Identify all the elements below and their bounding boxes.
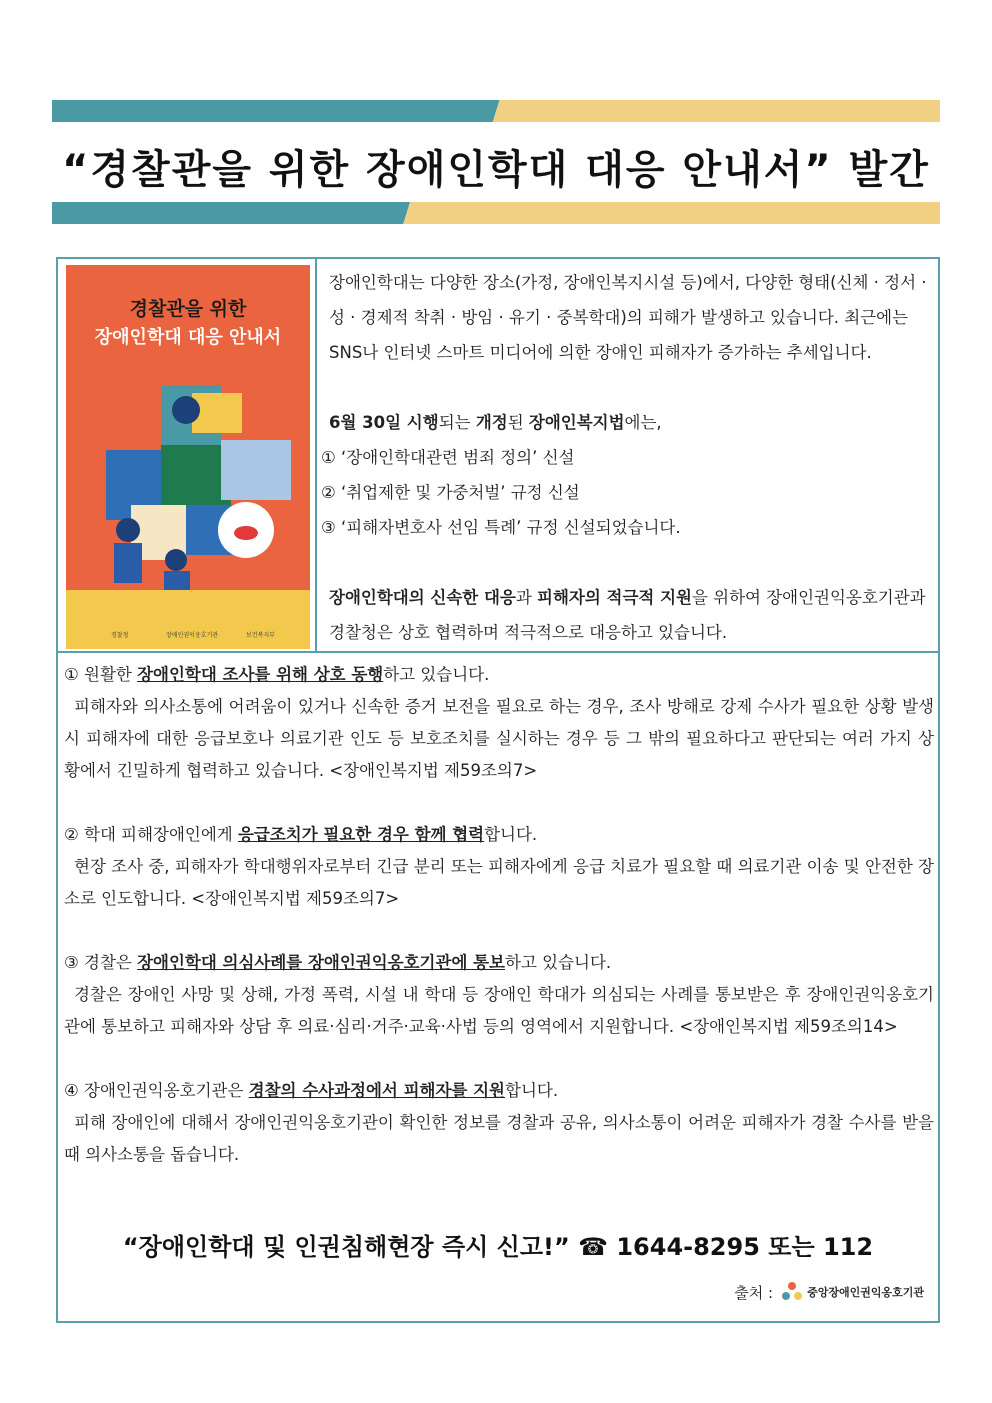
effective-date: 6월 30일 시행 bbox=[329, 413, 439, 432]
heading-emphasis: 장애인학대 조사를 위해 상호 동행 bbox=[137, 665, 384, 684]
content-frame bbox=[56, 257, 940, 1323]
heading-text: ③ 경찰은 bbox=[64, 953, 138, 972]
section-heading bbox=[64, 1075, 934, 1107]
heading-text: 합니다. bbox=[505, 1081, 559, 1100]
intro-text-run: 을 위하여 장애인권익옹호기관과 경찰청은 상호 협력하며 적극적으로 대응하고 있습니다. bbox=[329, 588, 926, 642]
amendment-item-1: ① ‘장애인학대관련 범죄 정의’ 신설 bbox=[321, 448, 575, 467]
source-label: 출처 : bbox=[734, 1283, 774, 1302]
heading-emphasis: 응급조치가 필요한 경우 함께 협력 bbox=[237, 825, 485, 844]
intro-paragraph-1: 장애인학대는 다양한 장소(가정, 장애인복지시설 등)에서, 다양한 형태(신체 · 정서 · 성 · 경제적 착취 · 방임 · 유기 · 중복학대)의 피해가 발생하고 있습니다. 최근에는 SNS나 인터넷 스마트 미디어에 의한 장애인 피해자가 증가하는 추세입니다. bbox=[329, 273, 927, 362]
agency-emblem-icon bbox=[781, 1281, 803, 1303]
heading-emphasis: 장애인학대 의심사례를 장애인권익옹호기관에 통보 bbox=[137, 953, 506, 972]
section-heading bbox=[64, 947, 934, 979]
vertical-divider bbox=[315, 259, 317, 651]
cover-title-line1: 경찰관을 위한 bbox=[129, 298, 247, 320]
heading-emphasis: 경찰의 수사과정에서 피해자를 지원 bbox=[248, 1081, 505, 1100]
cover-logo-police: 경찰청 bbox=[111, 632, 129, 639]
intro-text bbox=[321, 265, 933, 650]
intro-emph-run: 개정 bbox=[475, 413, 508, 432]
intro-emph-run: 장애인학대의 신속한 대응 bbox=[329, 588, 516, 607]
intro-emph-run: 피해자의 적극적 지원 bbox=[537, 588, 692, 607]
source-org: 중앙장애인권익옹호기관 bbox=[807, 1286, 924, 1299]
cover-logo-ministry: 보건복지부 bbox=[246, 632, 275, 639]
section-description: 경찰은 장애인 사망 및 상해, 가정 폭력, 시설 내 학대 등 장애인 학대가 의심되는 사례를 통보받은 후 장애인권익옹호기관에 통보하고 피해자와 상담 후 의료·심리·거주·교육·사법 등의 영역에서 지원합니다. <장애인복지법 제59조의14> bbox=[64, 985, 934, 1036]
intro-paragraph-2 bbox=[321, 405, 933, 440]
cooperation-sections bbox=[64, 659, 934, 1203]
intro-text-run: 에는, bbox=[624, 413, 662, 432]
section-description: 현장 조사 중, 피해자가 학대행위자로부터 긴급 분리 또는 피해자에게 응급 치료가 필요할 때 의료기관 이송 및 안전한 장소로 인도합니다. <장애인복지법 제59조의7> bbox=[64, 857, 934, 908]
heading-text: 합니다. bbox=[484, 825, 538, 844]
cover-logo-agency: 장애인권익옹호기관 bbox=[166, 632, 219, 639]
heading-text: ① 원활한 bbox=[64, 665, 138, 684]
page-title: “경찰관을 위한 장애인학대 대응 안내서” 발간 bbox=[62, 147, 930, 193]
heading-text: ② 학대 피해장애인에게 bbox=[64, 825, 238, 844]
section-heading bbox=[64, 659, 934, 691]
section-1 bbox=[64, 659, 934, 787]
heading-text: ④ 장애인권익옹호기관은 bbox=[64, 1081, 249, 1100]
section-4 bbox=[64, 1075, 934, 1171]
source-logo bbox=[781, 1281, 924, 1303]
intro-text-run: 되는 bbox=[438, 413, 476, 432]
report-hotline: “장애인학대 및 인권침해현장 즉시 신고!” ☎ 1644-8295 또는 112 bbox=[122, 1233, 874, 1261]
section-description: 피해 장애인에 대해서 장애인권익옹호기관이 확인한 정보를 경찰과 공유, 의사소통이 어려운 피해자가 경찰 수사를 받을 때 의사소통을 돕습니다. bbox=[64, 1113, 934, 1164]
section-2 bbox=[64, 819, 934, 915]
header-band-top bbox=[52, 100, 940, 122]
intro-text-run: 과 bbox=[515, 588, 538, 607]
header-band-bottom bbox=[52, 202, 940, 224]
cover-title-line2: 장애인학대 대응 안내서 bbox=[94, 327, 282, 348]
amendment-item-3: ③ ‘피해자변호사 선임 특례’ 규정 신설되었습니다. bbox=[321, 518, 681, 537]
section-description: 피해자와 의사소통에 어려움이 있거나 신속한 증거 보전을 필요로 하는 경우, 조사 방해로 강제 수사가 필요한 상황 발생 시 피해자에 대한 응급보호나 의료기관 인도 등 보호조치를 실시하는 경우 등 그 밖의 필요하다고 판단되는 여러 가지 상황에서 긴밀하게 협력하고 있습니다. <장애인복지법 제59조의7> bbox=[64, 697, 934, 780]
source-credit bbox=[734, 1281, 924, 1303]
heading-text: 하고 있습니다. bbox=[505, 953, 612, 972]
guidebook-cover-image bbox=[66, 265, 310, 649]
amendment-item-2: ② ‘취업제한 및 가중처벌’ 규정 신설 bbox=[321, 483, 580, 502]
section-3 bbox=[64, 947, 934, 1043]
heading-text: 하고 있습니다. bbox=[383, 665, 490, 684]
intro-paragraph-3 bbox=[321, 580, 933, 650]
law-name: 장애인복지법 bbox=[528, 413, 625, 432]
intro-text-run: 된 bbox=[507, 413, 529, 432]
section-heading bbox=[64, 819, 934, 851]
intro-section bbox=[58, 259, 938, 653]
